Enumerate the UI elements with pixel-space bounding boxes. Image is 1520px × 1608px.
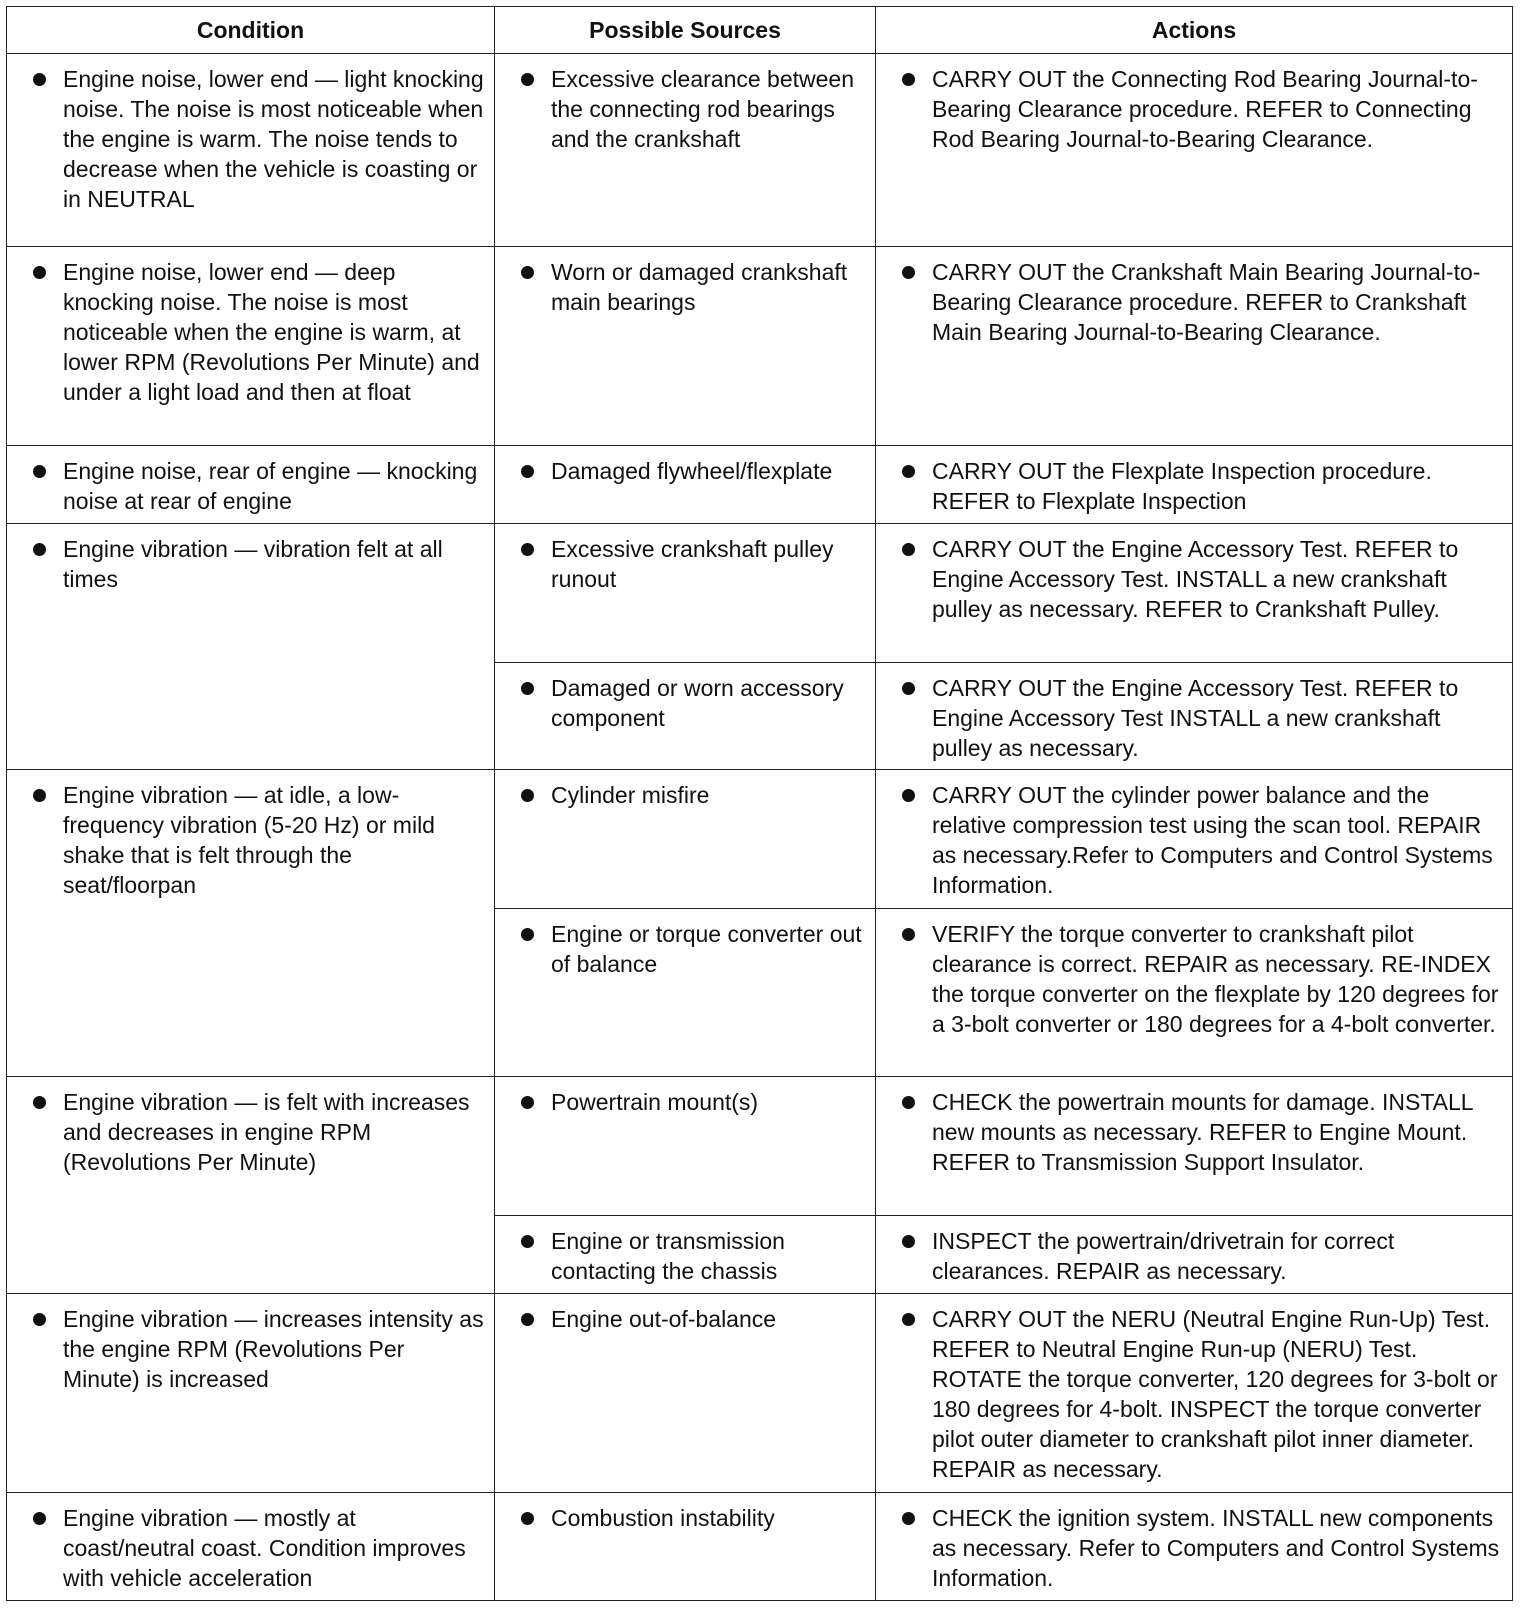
action-cell <box>876 1493 1513 1601</box>
header-row <box>7 7 1513 54</box>
bullet-icon <box>902 1096 915 1109</box>
bullet-icon <box>521 1096 534 1109</box>
source-text: Combustion instability <box>551 1505 775 1531</box>
bullet-icon <box>33 1313 46 1326</box>
action-text: CARRY OUT the Connecting Rod Bearing Journal-to-Bearing Clearance procedure. REFER to Connecting Rod Bearing Journal-to-Bearing Clearance. <box>932 66 1478 152</box>
condition-cell <box>7 1493 495 1601</box>
source-cell <box>495 770 876 909</box>
source-cell <box>495 524 876 663</box>
source-text: Excessive clearance between the connecting rod bearings and the crankshaft <box>551 66 854 152</box>
bullet-icon <box>902 1235 915 1248</box>
bullet-icon <box>902 928 915 941</box>
bullet-icon <box>902 682 915 695</box>
bullet-icon <box>521 789 534 802</box>
action-cell <box>876 770 1513 909</box>
condition-cell <box>7 446 495 524</box>
action-text: CHECK the powertrain mounts for damage. INSTALL new mounts as necessary. REFER to Engine Mount. REFER to Transmission Support Insulator. <box>932 1089 1473 1175</box>
bullet-icon <box>521 543 534 556</box>
condition-cell <box>7 1294 495 1493</box>
header-possible-sources: Possible Sources <box>495 7 876 54</box>
bullet-icon <box>521 1235 534 1248</box>
action-cell <box>876 247 1513 446</box>
bullet-icon <box>33 543 46 556</box>
source-cell <box>495 909 876 1077</box>
action-cell <box>876 1077 1513 1216</box>
action-text: CARRY OUT the Engine Accessory Test. REFER to Engine Accessory Test INSTALL a new crankshaft pulley as necessary. <box>932 675 1459 761</box>
action-cell <box>876 54 1513 247</box>
table-row <box>7 247 1513 446</box>
action-text: CARRY OUT the cylinder power balance and the relative compression test using the scan tool. REPAIR as necessary.Refer to Computers and Control Systems Information. <box>932 782 1493 898</box>
condition-text: Engine vibration — at idle, a low-frequency vibration (5-20 Hz) or mild shake that is felt through the seat/floorpan <box>63 782 435 898</box>
condition-cell <box>7 524 495 770</box>
source-text: Damaged or worn accessory component <box>551 675 844 731</box>
source-cell <box>495 54 876 247</box>
table-row <box>7 446 1513 524</box>
source-text: Powertrain mount(s) <box>551 1089 759 1115</box>
action-text: CARRY OUT the NERU (Neutral Engine Run-Up) Test. REFER to Neutral Engine Run-up (NERU) Test. ROTATE the torque converter, 120 degrees for 3-bolt or 180 degrees for 4-bolt. INSPECT the torque converter pilot outer diameter to crankshaft pilot inner diameter. REPAIR as necessary. <box>932 1306 1498 1482</box>
bullet-icon <box>902 1313 915 1326</box>
action-text: INSPECT the powertrain/drivetrain for correct clearances. REPAIR as necessary. <box>932 1228 1395 1284</box>
source-text: Worn or damaged crankshaft main bearings <box>551 259 848 315</box>
action-text: CARRY OUT the Crankshaft Main Bearing Journal-to-Bearing Clearance procedure. REFER to Crankshaft Main Bearing Journal-to-Bearing Clearance. <box>932 259 1481 345</box>
diagnosis-table <box>6 6 1513 1601</box>
bullet-icon <box>521 1512 534 1525</box>
source-text: Engine out-of-balance <box>551 1306 777 1332</box>
action-text: CARRY OUT the Flexplate Inspection procedure. REFER to Flexplate Inspection <box>932 458 1432 514</box>
action-cell <box>876 446 1513 524</box>
table-row <box>7 1077 1513 1216</box>
condition-text: Engine noise, lower end — light knocking noise. The noise is most noticeable when the engine is warm. The noise tends to decrease when the vehicle is coasting or in NEUTRAL <box>63 66 484 212</box>
condition-text: Engine noise, rear of engine — knocking noise at rear of engine <box>63 458 478 514</box>
header-actions: Actions <box>876 7 1513 54</box>
condition-text: Engine noise, lower end — deep knocking noise. The noise is most noticeable when the engine is warm, at lower RPM (Revolutions Per Minute) and under a light load and then at float <box>63 259 480 405</box>
source-text: Engine or torque converter out of balance <box>551 921 862 977</box>
source-cell <box>495 446 876 524</box>
table-row <box>7 524 1513 663</box>
bullet-icon <box>33 789 46 802</box>
source-text: Engine or transmission contacting the chassis <box>551 1228 785 1284</box>
action-text: VERIFY the torque converter to crankshaft pilot clearance is correct. REPAIR as necessary. RE-INDEX the torque converter on the flexplate by 120 degrees for a 3-bolt converter or 180 degrees for a 4-bolt converter. <box>932 921 1499 1037</box>
action-text: CHECK the ignition system. INSTALL new components as necessary. Refer to Computers and Control Systems Information. <box>932 1505 1500 1591</box>
bullet-icon <box>521 73 534 86</box>
table-row <box>7 54 1513 247</box>
action-cell <box>876 524 1513 663</box>
bullet-icon <box>33 1096 46 1109</box>
condition-cell <box>7 247 495 446</box>
bullet-icon <box>33 1512 46 1525</box>
bullet-icon <box>33 73 46 86</box>
action-cell <box>876 909 1513 1077</box>
source-cell <box>495 1077 876 1216</box>
bullet-icon <box>902 73 915 86</box>
action-cell <box>876 663 1513 770</box>
condition-text: Engine vibration — vibration felt at all times <box>63 536 443 592</box>
condition-cell <box>7 1077 495 1294</box>
condition-text: Engine vibration — is felt with increases and decreases in engine RPM (Revolutions Per Minute) <box>63 1089 470 1175</box>
action-cell <box>876 1216 1513 1294</box>
source-cell <box>495 247 876 446</box>
table-row <box>7 1294 1513 1493</box>
source-cell <box>495 663 876 770</box>
bullet-icon <box>521 465 534 478</box>
condition-text: Engine vibration — increases intensity as the engine RPM (Revolutions Per Minute) is increased <box>63 1306 484 1392</box>
bullet-icon <box>521 266 534 279</box>
source-text: Excessive crankshaft pulley runout <box>551 536 834 592</box>
bullet-icon <box>902 789 915 802</box>
bullet-icon <box>902 543 915 556</box>
bullet-icon <box>902 1512 915 1525</box>
source-cell <box>495 1216 876 1294</box>
table-body <box>7 54 1513 1601</box>
source-cell <box>495 1493 876 1601</box>
bullet-icon <box>33 465 46 478</box>
bullet-icon <box>521 1313 534 1326</box>
action-cell <box>876 1294 1513 1493</box>
bullet-icon <box>902 465 915 478</box>
source-text: Cylinder misfire <box>551 782 710 808</box>
bullet-icon <box>521 928 534 941</box>
action-text: CARRY OUT the Engine Accessory Test. REFER to Engine Accessory Test. INSTALL a new crankshaft pulley as necessary. REFER to Crankshaft Pulley. <box>932 536 1459 622</box>
bullet-icon <box>521 682 534 695</box>
condition-cell <box>7 54 495 247</box>
source-cell <box>495 1294 876 1493</box>
table-row <box>7 1493 1513 1601</box>
bullet-icon <box>33 266 46 279</box>
bullet-icon <box>902 266 915 279</box>
source-text: Damaged flywheel/flexplate <box>551 458 833 484</box>
header-condition: Condition <box>7 7 495 54</box>
table-row <box>7 770 1513 909</box>
condition-cell <box>7 770 495 1077</box>
condition-text: Engine vibration — mostly at coast/neutral coast. Condition improves with vehicle acceleration <box>63 1505 466 1591</box>
